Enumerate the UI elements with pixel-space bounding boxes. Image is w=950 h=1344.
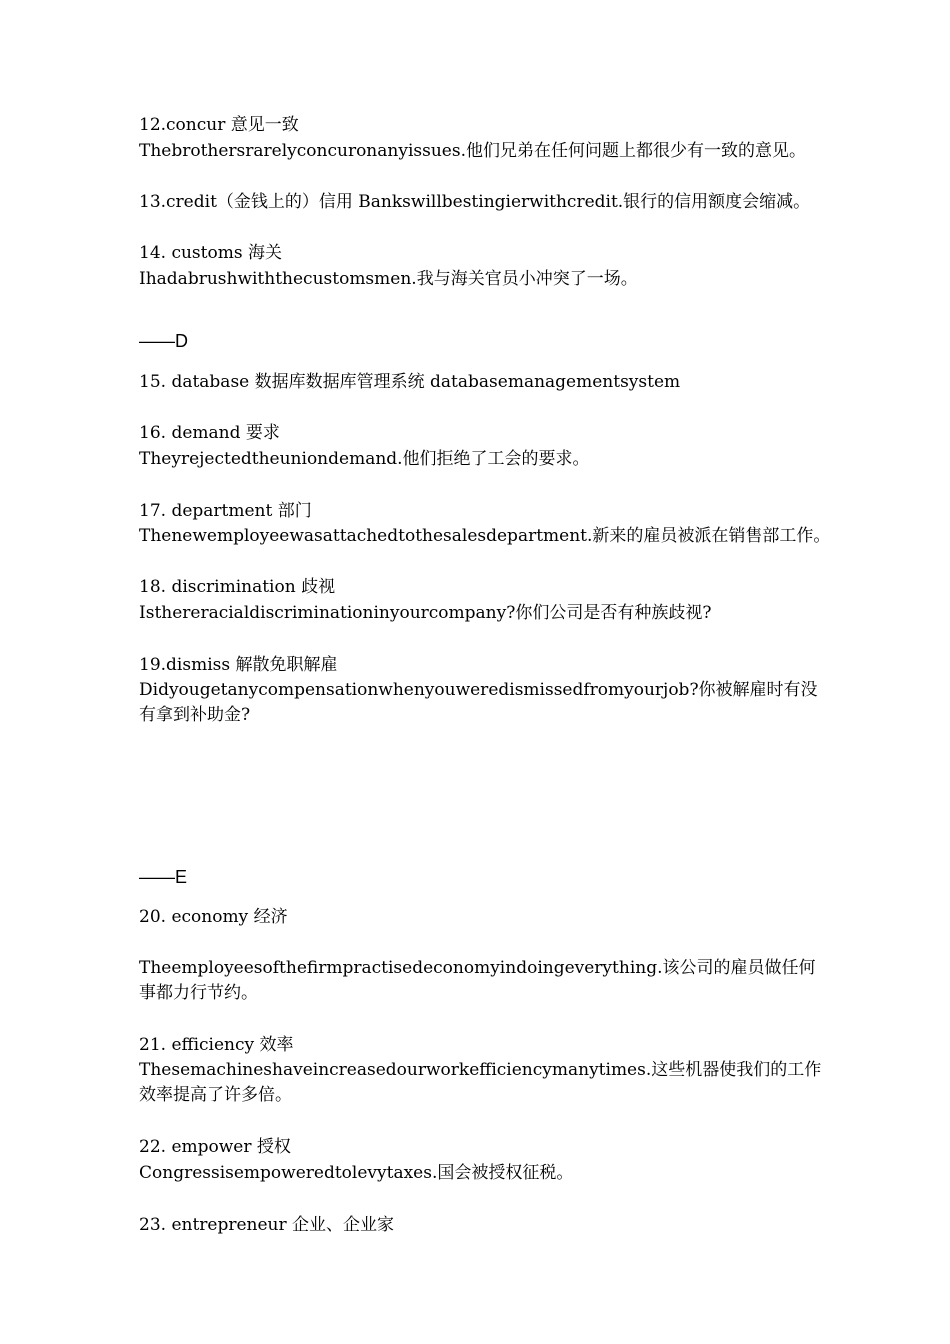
entry-14-term: 14. customs 海关 — [139, 243, 282, 263]
entry-20-example: Theemployeesofthefirmpractisedeconomyindoingeverything.该公司的雇员做任何事都力行节约。 — [139, 958, 816, 1003]
entry-17-example: Thenewemployeewasattachedtothesalesdepartment.新来的雇员被派在销售部工作。 — [139, 526, 831, 546]
section-heading-e: ——E — [139, 867, 188, 887]
entry-22-term: 22. empower 授权 — [139, 1137, 291, 1157]
entry-23-term: 23. entrepreneur 企业、企业家 — [139, 1215, 395, 1235]
entry-16-example: Theyrejectedtheuniondemand.他们拒绝了工会的要求。 — [139, 449, 590, 469]
section-heading-d: ——D — [139, 331, 188, 351]
entry-16-term: 16. demand 要求 — [139, 423, 280, 443]
entry-21-example: Thesemachineshaveincreasedourworkefficiencymanytimes.这些机器使我们的工作效率提高了许多倍。 — [139, 1060, 822, 1105]
entry-19-term: 19.dismiss 解散免职解雇 — [139, 655, 338, 675]
entry-14-example: Ihadabrushwiththecustomsmen.我与海关官员小冲突了一场。 — [139, 269, 638, 289]
entry-22-example: Congressisempoweredtolevytaxes.国会被授权征税。 — [139, 1163, 574, 1183]
entry-21-term: 21. efficiency 效率 — [139, 1035, 294, 1055]
entry-13-term-example: 13.credit（金钱上的）信用 Bankswillbestingierwithcredit.银行的信用额度会缩减。 — [139, 192, 811, 212]
entry-15-term: 15. database 数据库数据库管理系统 databasemanagementsystem — [139, 372, 681, 392]
entry-17-term: 17. department 部门 — [139, 501, 312, 521]
entry-18-term: 18. discrimination 歧视 — [139, 577, 336, 597]
entry-12-example: Thebrothersrarelyconcuronanyissues.他们兄弟在任何问题上都很少有一致的意见。 — [139, 141, 806, 161]
entry-18-example: Isthereracialdiscriminationinyourcompany?你们公司是否有种族歧视? — [139, 603, 712, 623]
entry-19-example: Didyougetanycompensationwhenyouweredismissedfromyourjob?你被解雇时有没有拿到补助金? — [139, 680, 818, 725]
entry-12-term: 12.concur 意见一致 — [139, 115, 299, 135]
entry-20-term: 20. economy 经济 — [139, 907, 288, 927]
